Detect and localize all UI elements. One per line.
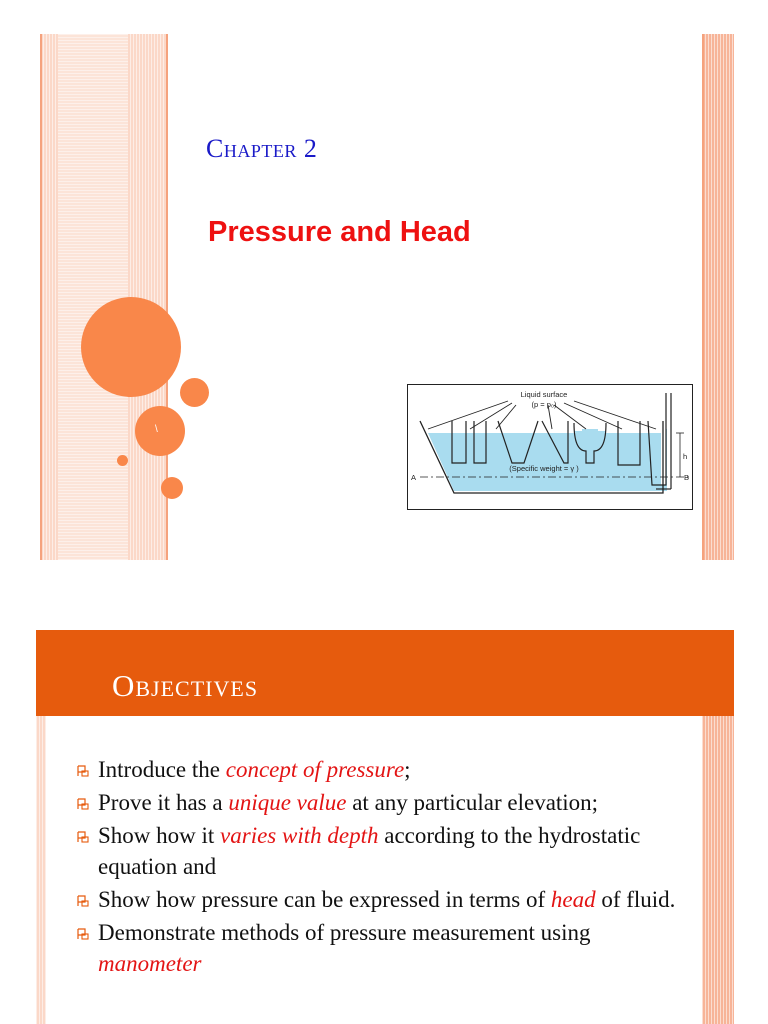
objective-item bbox=[76, 787, 676, 818]
right-decorative-band bbox=[702, 34, 734, 560]
objective-highlight: head bbox=[550, 887, 596, 912]
left-decorative-band bbox=[40, 34, 168, 560]
medium-circle-decoration bbox=[135, 406, 185, 456]
chapter-label: Chapter 2 bbox=[206, 134, 318, 163]
stray-mark: \ bbox=[155, 424, 158, 435]
objectives-list bbox=[76, 754, 676, 981]
label-a: A bbox=[411, 473, 417, 482]
label-p-eq: (p = p₀) bbox=[531, 400, 557, 409]
objective-text: Show how it bbox=[98, 823, 221, 848]
right-decorative-band bbox=[702, 716, 734, 1024]
left-decorative-band bbox=[36, 716, 46, 1024]
small-circle-decoration bbox=[180, 378, 209, 407]
left-band-edge-line bbox=[40, 34, 42, 560]
objectives-slide bbox=[0, 580, 768, 1024]
label-h: h bbox=[683, 452, 688, 461]
box-bullet-icon bbox=[76, 830, 90, 844]
box-bullet-icon bbox=[76, 927, 90, 941]
tiny-circle-decoration bbox=[117, 455, 128, 466]
objective-text: Introduce the bbox=[98, 757, 226, 782]
small-circle-decoration bbox=[161, 477, 183, 499]
objective-text: of fluid. bbox=[595, 887, 676, 912]
objectives-banner bbox=[36, 630, 734, 716]
objective-highlight: concept of pressure bbox=[225, 757, 405, 782]
objective-text: Show how pressure can be expressed in terms of bbox=[98, 887, 551, 912]
label-specific-weight: (Specific weight = γ ) bbox=[509, 464, 579, 473]
objective-item bbox=[76, 917, 676, 979]
objective-highlight: manometer bbox=[98, 951, 202, 976]
large-circle-decoration bbox=[81, 297, 181, 397]
pressure-diagram-figure bbox=[407, 384, 693, 510]
objective-item bbox=[76, 884, 676, 915]
water-body bbox=[428, 429, 667, 491]
objective-text: ; bbox=[404, 757, 411, 782]
objective-highlight: unique value bbox=[228, 790, 347, 815]
objective-text: Demonstrate methods of pressure measurement using bbox=[98, 920, 591, 945]
label-liquid-surface: Liquid surface bbox=[520, 390, 568, 399]
objective-item bbox=[76, 754, 676, 785]
objective-text: at any particular elevation; bbox=[346, 790, 599, 815]
pressure-diagram bbox=[408, 385, 692, 509]
right-band-edge-line bbox=[702, 34, 704, 560]
box-bullet-icon bbox=[76, 894, 90, 908]
objective-highlight: varies with depth bbox=[220, 823, 379, 848]
objective-item bbox=[76, 820, 676, 882]
label-b: B bbox=[684, 473, 690, 482]
box-bullet-icon bbox=[76, 764, 90, 778]
objectives-heading: Objectives bbox=[112, 668, 259, 703]
box-bullet-icon bbox=[76, 797, 90, 811]
objective-text: according to the hydrostatic equation and bbox=[98, 823, 641, 879]
slide-title: Pressure and Head bbox=[208, 216, 471, 248]
objective-text: Prove it has a bbox=[98, 790, 229, 815]
